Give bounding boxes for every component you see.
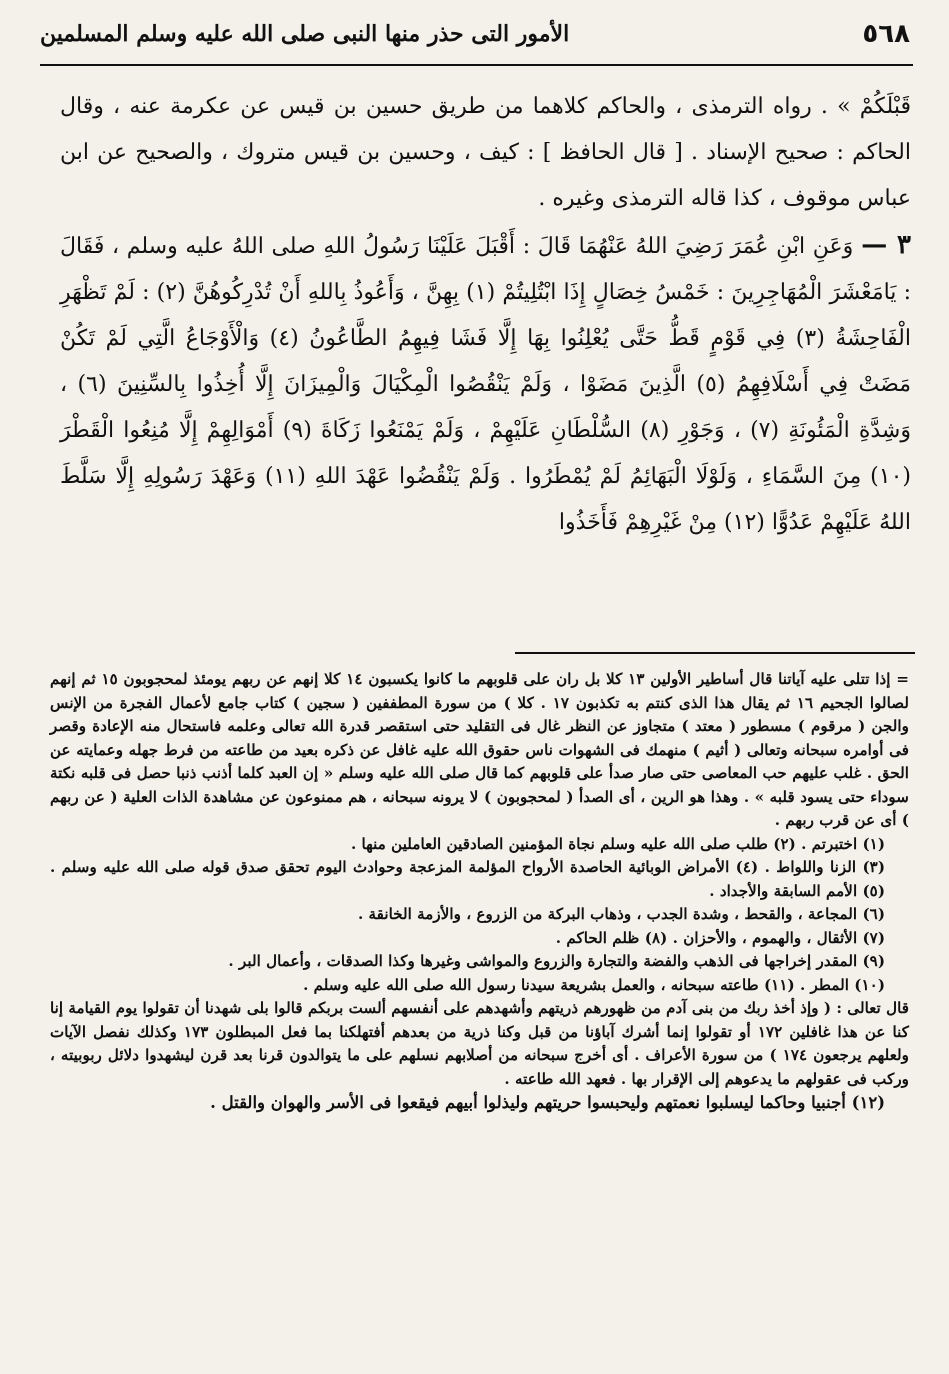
header-divider xyxy=(40,64,913,66)
running-head: الأمور التى حذر منها النبى صلى الله عليه وسلم المسلمين xyxy=(40,21,570,47)
footnote-9: (٩) المقدر إخراجها فى الذهب والفضة والتجارة والزروع والمواشى وغيرها وكذا الصدقات ، وأعمال البر . xyxy=(228,952,885,970)
page-number: ٥٦٨ xyxy=(862,19,910,49)
page-header xyxy=(40,8,910,60)
hadith-number: ٣ — xyxy=(861,230,911,260)
footnote-10-11: (١٠) المطر . (١١) طاعته سبحانه ، والعمل بشريعة سيدنا رسول الله صلى الله عليه وسلم . xyxy=(303,975,885,994)
hadith-text: وَعَنِ ابْنِ عُمَرَ رَضِيَ اللهُ عَنْهُمَا قَالَ : أَقْبَلَ عَلَيْنَا رَسُولُ اللهِ صلى اللهُ عليه وسلم ، فَقَالَ : يَامَعْشَرَ الْمُهَاجِرِينَ : خَمْسُ خِصَالٍ إِذَا ابْتُلِيتُمْ (١) بِهِنَّ ، وَأَعُوذُ بِاللهِ أَنْ تُدْرِكُوهُنَّ (٢) : لَمْ تَظْهَرِ الْفَاحِشَةُ (٣) فِي قَوْمٍ قَطُّ حَتَّى يُعْلِنُوا بِهَا إِلَّا فَشَا فِيهِمُ الطَّاعُونُ (٤) وَالْأَوْجَاعُ الَّتِي لَمْ تَكُنْ مَضَتْ فِي أَسْلَافِهِمُ (٥) الَّذِينَ مَضَوْا ، وَلَمْ يَنْقُصُوا الْمِكْيَالَ وَالْمِيزَانَ إِلَّا أُخِذُوا بِالسِّنِينَ (٦) ، وَشِدَّةِ الْمَئُونَةِ (٧) ، وَجَوْرِ (٨) السُّلْطَانِ عَلَيْهِمْ ، وَلَمْ يَمْنَعُوا زَكَاةَ (٩) أَمْوَالِهِمْ إِلَّا مُنِعُوا الْقَطْرَ (١٠) مِنَ السَّمَاءِ ، وَلَوْلَا الْبَهَائِمُ لَمْ يُمْطَرُوا . وَلَمْ يَنْقُضُوا عَهْدَ اللهِ (١١) وَعَهْدَ رَسُولِهِ إِلَّا سَلَّطَ اللهُ عَلَيْهِمْ عَدُوًّا (١٢) مِنْ غَيْرِهِمْ فَأَخَذُوا xyxy=(60,234,911,535)
footnotes xyxy=(50,668,909,1358)
footnote-continuation: = إذا تتلى عليه آياتنا قال أساطير الأولين ١٣ كلا بل ران على قلوبهم ما كانوا يكسبون ١٤ كلا إنهم عن ربهم يومئذ لمحجوبون ١٥ ثم إنهم لصالوا الجحيم ١٦ ثم يقال هذا الذى كنتم به تكذبون ١٧ . كلا ) من سورة المطففين ( سجين ) كتاب جامع لأعمال الفجرة من الإنس والجن ( مرقوم ) مسطور ( معتد ) متجاوز عن النظر غال فى التقليد حتى استقصر قدرة الله تعالى وعلمه فاستحال منه الإعادة وقصر فى أوامره سبحانه وتعالى ( أثيم ) منهمك فى الشهوات ناس حقوق الله عليه غافل عن ذكره بعيد من طاعته من فرط جهله وعمايته عن الحق . غلب عليهم حب المعاصى حتى صار صدأ على قلوبهم كما قال صلى الله عليه وسلم « إن العبد كلما أذنب ذنبا حصل فى قلبه نكتة سوداء حتى يسود قلبه » . وهذا هو الرين ، أى الصدأ ( لمحجوبون ) لا يرونه سبحانه ، هم ممنوعون عن مشاهدة الذات العلية ( عن ربهم ) أى عن قرب ربهم . xyxy=(50,670,909,829)
footnote-12: (١٢) أجنبيا وحاكما ليسلبوا نعمتهم وليحبسوا حريتهم وليذلوا أبيهم فيقعوا فى الأسر والهوان والقتل . xyxy=(210,1093,885,1112)
footnote-1-2: (١) اختبرتم . (٢) طلب صلى الله عليه وسلم نجاة المؤمنين الصادقين العاملين منها . xyxy=(350,834,885,853)
footnote-11-continuation: قال تعالى : ( وإذ أخذ ربك من بنى آدم من ظهورهم ذريتهم وأشهدهم على أنفسهم ألست بربكم قالوا بلى شهدنا أن تقولوا يوم القيامة إنا كنا عن هذا غافلين ١٧٢ أو تقولوا إنما أشرك آباؤنا من قبل وكنا ذرية من بعدهم أفتهلكنا بما فعل المبطلون ١٧٣ وكذلك نفصل الآيات ولعلهم يرجعون ١٧٤ ) من سورة الأعراف . أى أخرج سبحانه من أصلابهم نسلهم على ما يتوالدون قرنا بعد قرن ليشهدوا دلائل ربوبيته ، وركب فى عقولهم ما يدعوهم إلى الإقرار بها . فعهد الله طاعته . xyxy=(50,999,909,1088)
main-text xyxy=(60,84,911,644)
footnote-3-4-5: (٣) الزنا واللواط . (٤) الأمراض الوبائية الحاصدة الأرواح المؤلمة المزعجة وحوادث اليوم تحقق صدق قوله صلى الله عليه وسلم . (٥) الأمم السابقة والأجداد . xyxy=(50,858,886,900)
main-paragraph-1: قَبْلَكُمْ » . رواه الترمذى ، والحاكم كلاهما من طريق حسين بن قيس عن عكرمة عنه ، وقال الحاكم : صحيح الإسناد . [ قال الحافظ ] : كيف ، وحسين بن قيس متروك ، والصحيح عن ابن عباس موقوف ، كذا قاله الترمذى وغيره . xyxy=(60,94,911,211)
main-paragraph-2 xyxy=(60,222,911,546)
footnote-7-8: (٧) الأثقال ، والهموم ، والأحزان . (٨) ظلم الحاكم . xyxy=(555,928,885,947)
footnote-divider xyxy=(515,652,915,654)
footnote-6: (٦) المجاعة ، والقحط ، وشدة الجدب ، وذهاب البركة من الزروع ، والأزمة الخانقة . xyxy=(357,905,885,923)
